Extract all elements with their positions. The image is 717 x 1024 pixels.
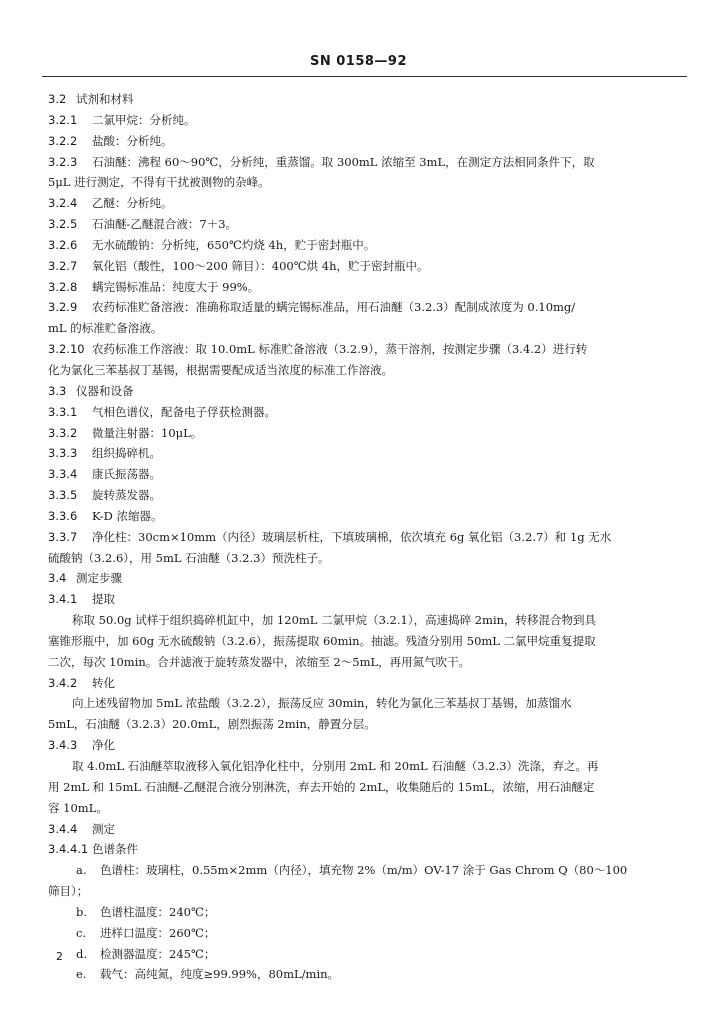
clause-line (48, 131, 680, 152)
clause-text: 乙醚：分析纯。 (92, 196, 173, 211)
clause-text: 石油醚-乙醚混合液：7＋3。 (92, 217, 238, 232)
item-label: b. (76, 904, 88, 919)
clause-line (48, 673, 680, 694)
document-body (48, 89, 680, 985)
clause-text: 螨完锡标准品：纯度大于 99%。 (92, 279, 260, 294)
clause-text: 微量注射器：10μL。 (92, 425, 203, 440)
clause-number: 3.2.10 (48, 342, 85, 357)
clause-text: 色谱柱：玻璃柱，0.55m×2mm（内径），填充物 2%（m/m）OV-17 涂于 Gas Chrom Q（80～100 (100, 863, 628, 878)
clause-text: 净化 (92, 738, 115, 753)
clause-text: 旋转蒸发器。 (92, 488, 161, 503)
clause-text: 无水硫酸钠：分析纯，650℃灼烧 4h，贮于密封瓶中。 (92, 237, 376, 252)
clause-text: 测定 (92, 821, 115, 836)
clause-text: 农药标准工作溶液：取 10.0mL 标准贮备溶液（3.2.9），蒸干溶剂，按测定步骤（3.4.2）进行转 (92, 342, 588, 357)
clause-line (48, 568, 680, 589)
clause-number: 3.2.9 (48, 300, 78, 315)
clause-number: 3.2.6 (48, 237, 78, 252)
clause-text: 提取 (92, 592, 115, 607)
clause-line (48, 277, 680, 298)
clause-number: 3.4.2 (48, 675, 78, 690)
clause-number: 3.2.4 (48, 196, 78, 211)
text-line (48, 798, 680, 819)
clause-number: 3.3.1 (48, 404, 78, 419)
clause-text: 康氏振荡器。 (92, 467, 161, 482)
clause-text: 容 10mL。 (48, 800, 108, 815)
clause-text: 农药标准贮备溶液：准确称取适量的螨完锡标准品，用石油醚（3.2.3）配制成浓度为 0.10mg/ (92, 300, 576, 315)
clause-text: 检测器温度：245℃； (100, 946, 216, 961)
clause-text: 气相色谱仪，配备电子俘获检测器。 (92, 404, 276, 419)
clause-text: 取 4.0mL 石油醚萃取液移入氧化铝净化柱中，分别用 2mL 和 20mL 石油醚（3.2.3）洗涤，弃之。再 (72, 759, 599, 773)
clause-line (48, 402, 680, 423)
clause-number: 3.3.6 (48, 508, 78, 523)
clause-text: K-D 浓缩器。 (92, 508, 163, 523)
clause-line (48, 89, 680, 110)
item-label: d. (76, 946, 88, 961)
clause-number: 3.3.5 (48, 488, 78, 503)
clause-line (48, 214, 680, 235)
clause-line (48, 339, 680, 360)
text-line (48, 318, 680, 339)
clause-line (48, 297, 680, 318)
text-line (48, 172, 680, 193)
clause-text: 硫酸钠（3.2.6），用 5mL 石油醚（3.2.3）预洗柱子。 (48, 550, 330, 565)
clause-number: 3.2.3 (48, 154, 78, 169)
clause-text: 用 2mL 和 15mL 石油醚-乙醚混合液分别淋洗，弃去开始的 2mL，收集随后的 15mL，浓缩，用石油醚定 (48, 779, 595, 794)
clause-text: mL 的标准贮备溶液。 (48, 321, 163, 336)
clause-text: 色谱条件 (92, 842, 138, 857)
clause-line (48, 110, 680, 131)
clause-text: 称取 50.0g 试样于组织捣碎机缸中，加 120mL 二氯甲烷（3.2.1），高速捣碎 2min，转移混合物到具 (72, 613, 597, 628)
clause-text: 向上述残留物加 5mL 浓盐酸（3.2.2），振荡反应 30min，转化为氯化三苯基叔丁基锡，加蒸馏水 (72, 696, 572, 711)
clause-text: 测定步骤 (76, 571, 122, 586)
clause-line (48, 381, 680, 402)
clause-line (48, 235, 680, 256)
clause-number: 3.2 (48, 92, 67, 106)
clause-line (48, 839, 680, 860)
clause-text: 色谱柱温度：240℃； (100, 904, 216, 919)
clause-line (48, 485, 680, 506)
clause-text: 5mL，石油醚（3.2.3）20.0mL，剧烈振荡 2min，静置分层。 (48, 717, 376, 732)
clause-text: 进样口温度：260℃； (100, 925, 216, 940)
clause-line (48, 256, 680, 277)
text-line (48, 360, 680, 381)
clause-number: 3.3.7 (48, 529, 78, 544)
clause-text: 二次，每次 10min。合并滤液于旋转蒸发器中，浓缩至 2～5mL，再用氮气吹干。 (48, 654, 471, 669)
text-line (48, 923, 680, 944)
clause-text: 塞锥形瓶中，加 60g 无水硫酸钠（3.2.6），振荡提取 60min。抽滤。残渣分别用 50mL 二氯甲烷重复提取 (48, 633, 596, 648)
text-line (48, 902, 680, 923)
standard-number-header: SN 0158—92 (309, 54, 408, 69)
clause-line (48, 819, 680, 840)
clause-number: 3.4.3 (48, 738, 78, 753)
clause-text: 载气：高纯氮，纯度≥99.99%，80mL/min。 (100, 967, 340, 982)
clause-number: 3.3 (48, 383, 67, 398)
clause-number: 3.3.2 (48, 425, 78, 440)
header-rule (42, 76, 687, 77)
clause-number: 3.4.4.1 (48, 842, 89, 857)
clause-number: 3.3.4 (48, 467, 78, 482)
clause-number: 3.4 (48, 571, 67, 586)
text-line (48, 610, 680, 631)
clause-line (48, 735, 680, 756)
clause-text: 二氯甲烷：分析纯。 (92, 112, 196, 127)
clause-text: 筛目）； (48, 884, 89, 899)
text-line (48, 693, 680, 714)
clause-line (48, 527, 680, 548)
clause-text: 仪器和设备 (76, 383, 134, 398)
clause-text: 氧化铝（酸性，100～200 筛目）：400℃烘 4h，贮于密封瓶中。 (92, 258, 429, 273)
clause-number: 3.2.1 (48, 112, 78, 127)
clause-text: 净化柱：30cm×10mm（内径）玻璃层析柱，下填玻璃棉，依次填充 6g 氧化铝（3.2.7）和 1g 无水 (92, 529, 612, 544)
text-line (48, 964, 680, 985)
clause-text: 试剂和材料 (76, 92, 134, 106)
clause-number: 3.2.7 (48, 258, 78, 273)
clause-text: 5μL 进行测定，不得有干扰被测物的杂峰。 (48, 175, 270, 190)
text-line (48, 714, 680, 735)
clause-line (48, 464, 680, 485)
text-line (48, 756, 680, 777)
clause-line (48, 193, 680, 214)
item-label: a. (76, 863, 87, 878)
clause-number: 3.4.1 (48, 592, 78, 607)
clause-text: 化为氯化三苯基叔丁基锡，根据需要配成适当浓度的标准工作溶液。 (48, 362, 393, 377)
clause-line (48, 423, 680, 444)
page-number: 2 (56, 950, 63, 963)
clause-line (48, 443, 680, 464)
text-line (48, 860, 680, 881)
text-line (48, 548, 680, 569)
clause-text: 盐酸：分析纯。 (92, 133, 173, 148)
item-label: e. (76, 967, 87, 982)
clause-text: 转化 (92, 675, 115, 690)
clause-text: 组织捣碎机。 (92, 446, 161, 461)
item-label: c. (76, 925, 87, 940)
clause-number: 3.3.3 (48, 446, 78, 461)
clause-line (48, 506, 680, 527)
clause-number: 3.4.4 (48, 821, 78, 836)
text-line (48, 881, 680, 902)
text-line (48, 944, 680, 965)
text-line (48, 631, 680, 652)
clause-line (48, 152, 680, 173)
clause-number: 3.2.5 (48, 217, 78, 232)
clause-line (48, 589, 680, 610)
text-line (48, 652, 680, 673)
text-line (48, 777, 680, 798)
clause-number: 3.2.8 (48, 279, 78, 294)
clause-number: 3.2.2 (48, 133, 78, 148)
clause-text: 石油醚：沸程 60～90℃，分析纯，重蒸馏。取 300mL 浓缩至 3mL，在测定方法相同条件下，取 (92, 154, 595, 169)
